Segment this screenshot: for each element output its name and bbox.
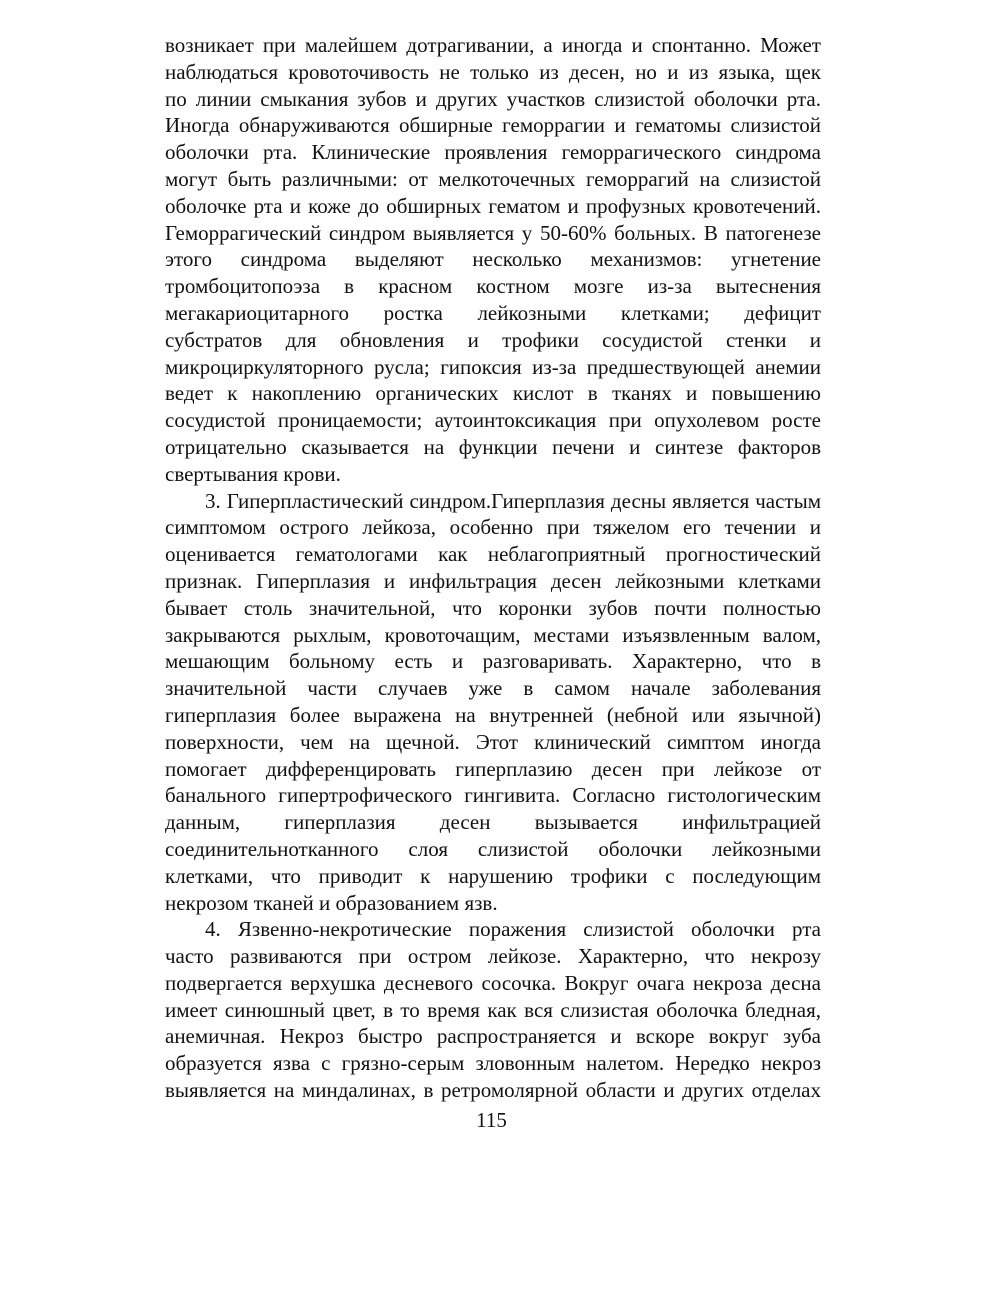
text-line: оценивается гематологами как неблагоприятный прогностический bbox=[165, 542, 821, 567]
text-line: субстратов для обновления и трофики сосудистой стенки и bbox=[165, 327, 821, 352]
text-line: сосудистой проницаемости; аутоинтоксикация при опухолевом росте bbox=[165, 408, 821, 433]
text-line: признак. Гиперплазия и инфильтрация десен лейкозными клетками bbox=[165, 568, 821, 593]
text-column bbox=[165, 32, 821, 1104]
text-line: оболочки рта. Клинические проявления геморрагического синдрома bbox=[165, 140, 821, 165]
page-number: 115 bbox=[476, 1108, 507, 1132]
text-line: некрозом тканей и образованием язв. bbox=[165, 890, 498, 915]
text-line: имеет синюшный цвет, в то время как вся слизистая оболочка бледная, bbox=[165, 997, 821, 1022]
text-line: отрицательно сказывается на функции печени и синтезе факторов bbox=[165, 434, 821, 459]
text-line: симптомом острого лейкоза, особенно при тяжелом его течении и bbox=[165, 515, 821, 540]
paragraph-first-line: 3. Гиперпластический синдром.Гиперплазия десны является частым bbox=[205, 488, 821, 513]
text-line: ведет к накоплению органических кислот в тканях и повышению bbox=[165, 381, 821, 406]
text-line: клетками, что приводит к нарушению трофики с последующим bbox=[165, 863, 821, 888]
text-line: закрываются рыхлым, кровоточащим, местами изъязвленным валом, bbox=[165, 622, 821, 647]
text-line: этого синдрома выделяют несколько механизмов: угнетение bbox=[165, 247, 821, 272]
paragraph-first-line: 4. Язвенно-некротические поражения слизистой оболочки рта bbox=[205, 917, 821, 942]
text-line: соединительнотканного слоя слизистой оболочки лейкозными bbox=[165, 836, 821, 861]
text-line: данным, гиперплазия десен вызывается инфильтрацией bbox=[165, 810, 821, 835]
text-line: помогает дифференцировать гиперплазию десен при лейкозе от bbox=[165, 756, 821, 781]
text-line: поверхности, чем на щечной. Этот клинический симптом иногда bbox=[165, 729, 821, 754]
text-line: Иногда обнаруживаются обширные геморрагии и гематомы слизистой bbox=[165, 113, 821, 138]
text-line: Геморрагический синдром выявляется у 50-60% больных. В патогенезе bbox=[165, 220, 821, 245]
text-line: оболочке рта и коже до обширных гематом и профузных кровотечений. bbox=[165, 193, 821, 218]
text-line: тромбоцитопоэза в красном костном мозге из-за вытеснения bbox=[165, 274, 821, 299]
text-line: бывает столь значительной, что коронки зубов почти полностью bbox=[165, 595, 821, 620]
text-line: часто развиваются при остром лейкозе. Характерно, что некрозу bbox=[165, 944, 821, 969]
text-line: значительной части случаев уже в самом начале заболевания bbox=[165, 676, 821, 701]
text-line: по линии смыкания зубов и других участков слизистой оболочки рта. bbox=[165, 86, 821, 111]
text-line: свертывания крови. bbox=[165, 461, 341, 486]
text-line: банального гипертрофического гингивита. Согласно гистологическим bbox=[165, 783, 821, 808]
text-line: возникает при малейшем дотрагивании, а иногда и спонтанно. Может bbox=[165, 33, 821, 57]
text-line: выявляется на миндалинах, в ретромолярной области и других отделах bbox=[165, 1078, 821, 1103]
text-line: мегакариоцитарного ростка лейкозными клетками; дефицит bbox=[165, 300, 821, 325]
text-line: подвергается верхушка десневого сосочка. Вокруг очага некроза десна bbox=[165, 970, 821, 995]
text-line: образуется язва с грязно-серым зловонным налетом. Нередко некроз bbox=[165, 1051, 821, 1076]
text-line: наблюдаться кровоточивость не только из десен, но и из языка, щек bbox=[165, 59, 821, 84]
text-line: мешающим больному есть и разговаривать. Характерно, что в bbox=[165, 649, 821, 674]
text-line: микроциркуляторного русла; гипоксия из-за предшествующей анемии bbox=[165, 354, 821, 379]
text-line: анемичная. Некроз быстро распространяется и вскоре вокруг зуба bbox=[165, 1024, 821, 1049]
text-line: гиперплазия более выражена на внутренней (небной или язычной) bbox=[165, 702, 821, 727]
text-line: могут быть различными: от мелкоточечных геморрагий на слизистой bbox=[165, 166, 821, 191]
